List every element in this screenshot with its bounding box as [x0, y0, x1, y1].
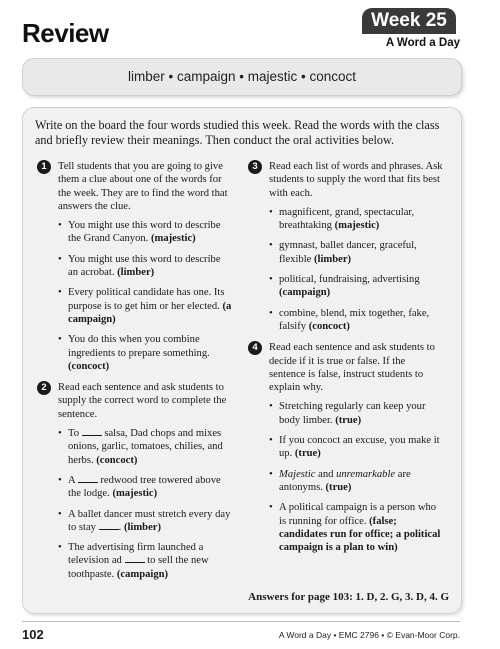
list-item: • gymnast, ballet dancer, graceful, flexible (limber) [269, 239, 444, 266]
answer: (limber) [123, 521, 162, 533]
vocabulary-words: limber • campaign • majestic • concoct [127, 69, 356, 84]
activity-instructions: Read each sentence and ask students to supply the correct word to complete the sentence. [58, 382, 227, 420]
answer: (majestic) [150, 233, 196, 245]
right-column [248, 160, 444, 562]
list-item: • A ballet dancer must stretch every day to stay . (limber) [58, 508, 233, 535]
list-item: • You do this when you combine ingredients to prepare something. (concoct) [58, 333, 233, 373]
week-tab: Week 25 [362, 8, 456, 34]
list-item: • Majestic and unremarkable are antonyms. (true) [269, 468, 444, 495]
vocabulary-words-bar [22, 58, 462, 96]
activity-number-badge: 2 [37, 381, 51, 395]
footer-divider [22, 621, 460, 622]
answer: (true) [294, 448, 321, 460]
answer: (concoct) [308, 320, 350, 332]
page-title: Review [22, 18, 109, 48]
list-item: • You might use this word to describe the Grand Canyon. (majestic) [58, 219, 233, 246]
fill-in-blank [78, 482, 98, 483]
answer: (majestic) [334, 220, 380, 232]
activity-3 [248, 160, 444, 333]
answer: (a campaign) [68, 300, 232, 325]
list-item: • political, fundraising, advertising (campaign) [269, 273, 444, 300]
activity-number-badge: 1 [37, 160, 51, 174]
intro-text: Write on the board the four words studied this week. Read the words with the class and briefly review their meanings. Then conduct the oral activities below. [35, 118, 440, 147]
activity-panel [22, 107, 462, 614]
list-item: • If you concoct an excuse, you make it up. (true) [269, 434, 444, 461]
activity-instructions: Tell students that you are going to give them a clue about one of the words for the week. They are to find the word that answers the clue. [58, 161, 228, 212]
answer: (limber) [117, 267, 155, 279]
list-item: • You might use this word to describe an acrobat. (limber) [58, 253, 233, 280]
fill-in-blank [82, 435, 102, 436]
answer-key: Answers for page 103: 1. D, 2. G, 3. D, 4. G [248, 591, 449, 603]
list-item: • The advertising firm launched a television ad to sell the new toothpaste. (campaign) [58, 541, 233, 581]
activity-instructions: Read each list of words and phrases. Ask students to supply the word that fits best with each. [269, 161, 443, 199]
answer: (campaign) [116, 568, 169, 580]
activity-4 [248, 341, 444, 554]
activity-1 [37, 160, 233, 373]
answer: (limber) [314, 253, 352, 265]
left-column [37, 160, 233, 589]
answer: (majestic) [112, 488, 158, 500]
activity-instructions: Read each sentence and ask students to decide if it is true or false. If the sentence is false, instruct students to explain why. [269, 342, 435, 394]
answer: (true) [325, 481, 352, 493]
list-item: • To salsa, Dad chops and mixes onions, garlic, tomatoes, chilies, and herbs. (concoct) [58, 427, 233, 467]
list-item: • Stretching regularly can keep your body limber. (true) [269, 400, 444, 427]
fill-in-blank [99, 529, 119, 530]
answer: (campaign) [279, 287, 331, 299]
fill-in-blank [125, 562, 145, 563]
list-item: • A redwood tree towered above the lodge. (majestic) [58, 474, 233, 501]
answer: (false; candidates run for office; a political campaign is a plan to win) [279, 515, 441, 554]
answer: (concoct) [68, 360, 110, 372]
list-item: • combine, blend, mix together, fake, falsify (concoct) [269, 307, 444, 334]
activity-number-badge: 4 [248, 341, 262, 355]
answer: (concoct) [96, 454, 138, 466]
footer-credit: A Word a Day • EMC 2796 • © Evan-Moor Corp. [278, 630, 460, 640]
list-item: • magnificent, grand, spectacular, breathtaking (majestic) [269, 206, 444, 233]
list-item: • Every political candidate has one. Its purpose is to get him or her elected. (a campaign) [58, 286, 233, 326]
list-item: • A political campaign is a person who is running for office. (false; candidates run for office; a political campaign is a plan to win) [269, 501, 444, 554]
page-number: 102 [22, 627, 44, 642]
activity-2 [37, 381, 233, 581]
activity-number-badge: 3 [248, 160, 262, 174]
answer: (true) [335, 414, 362, 426]
series-subtitle: A Word a Day [385, 37, 460, 49]
